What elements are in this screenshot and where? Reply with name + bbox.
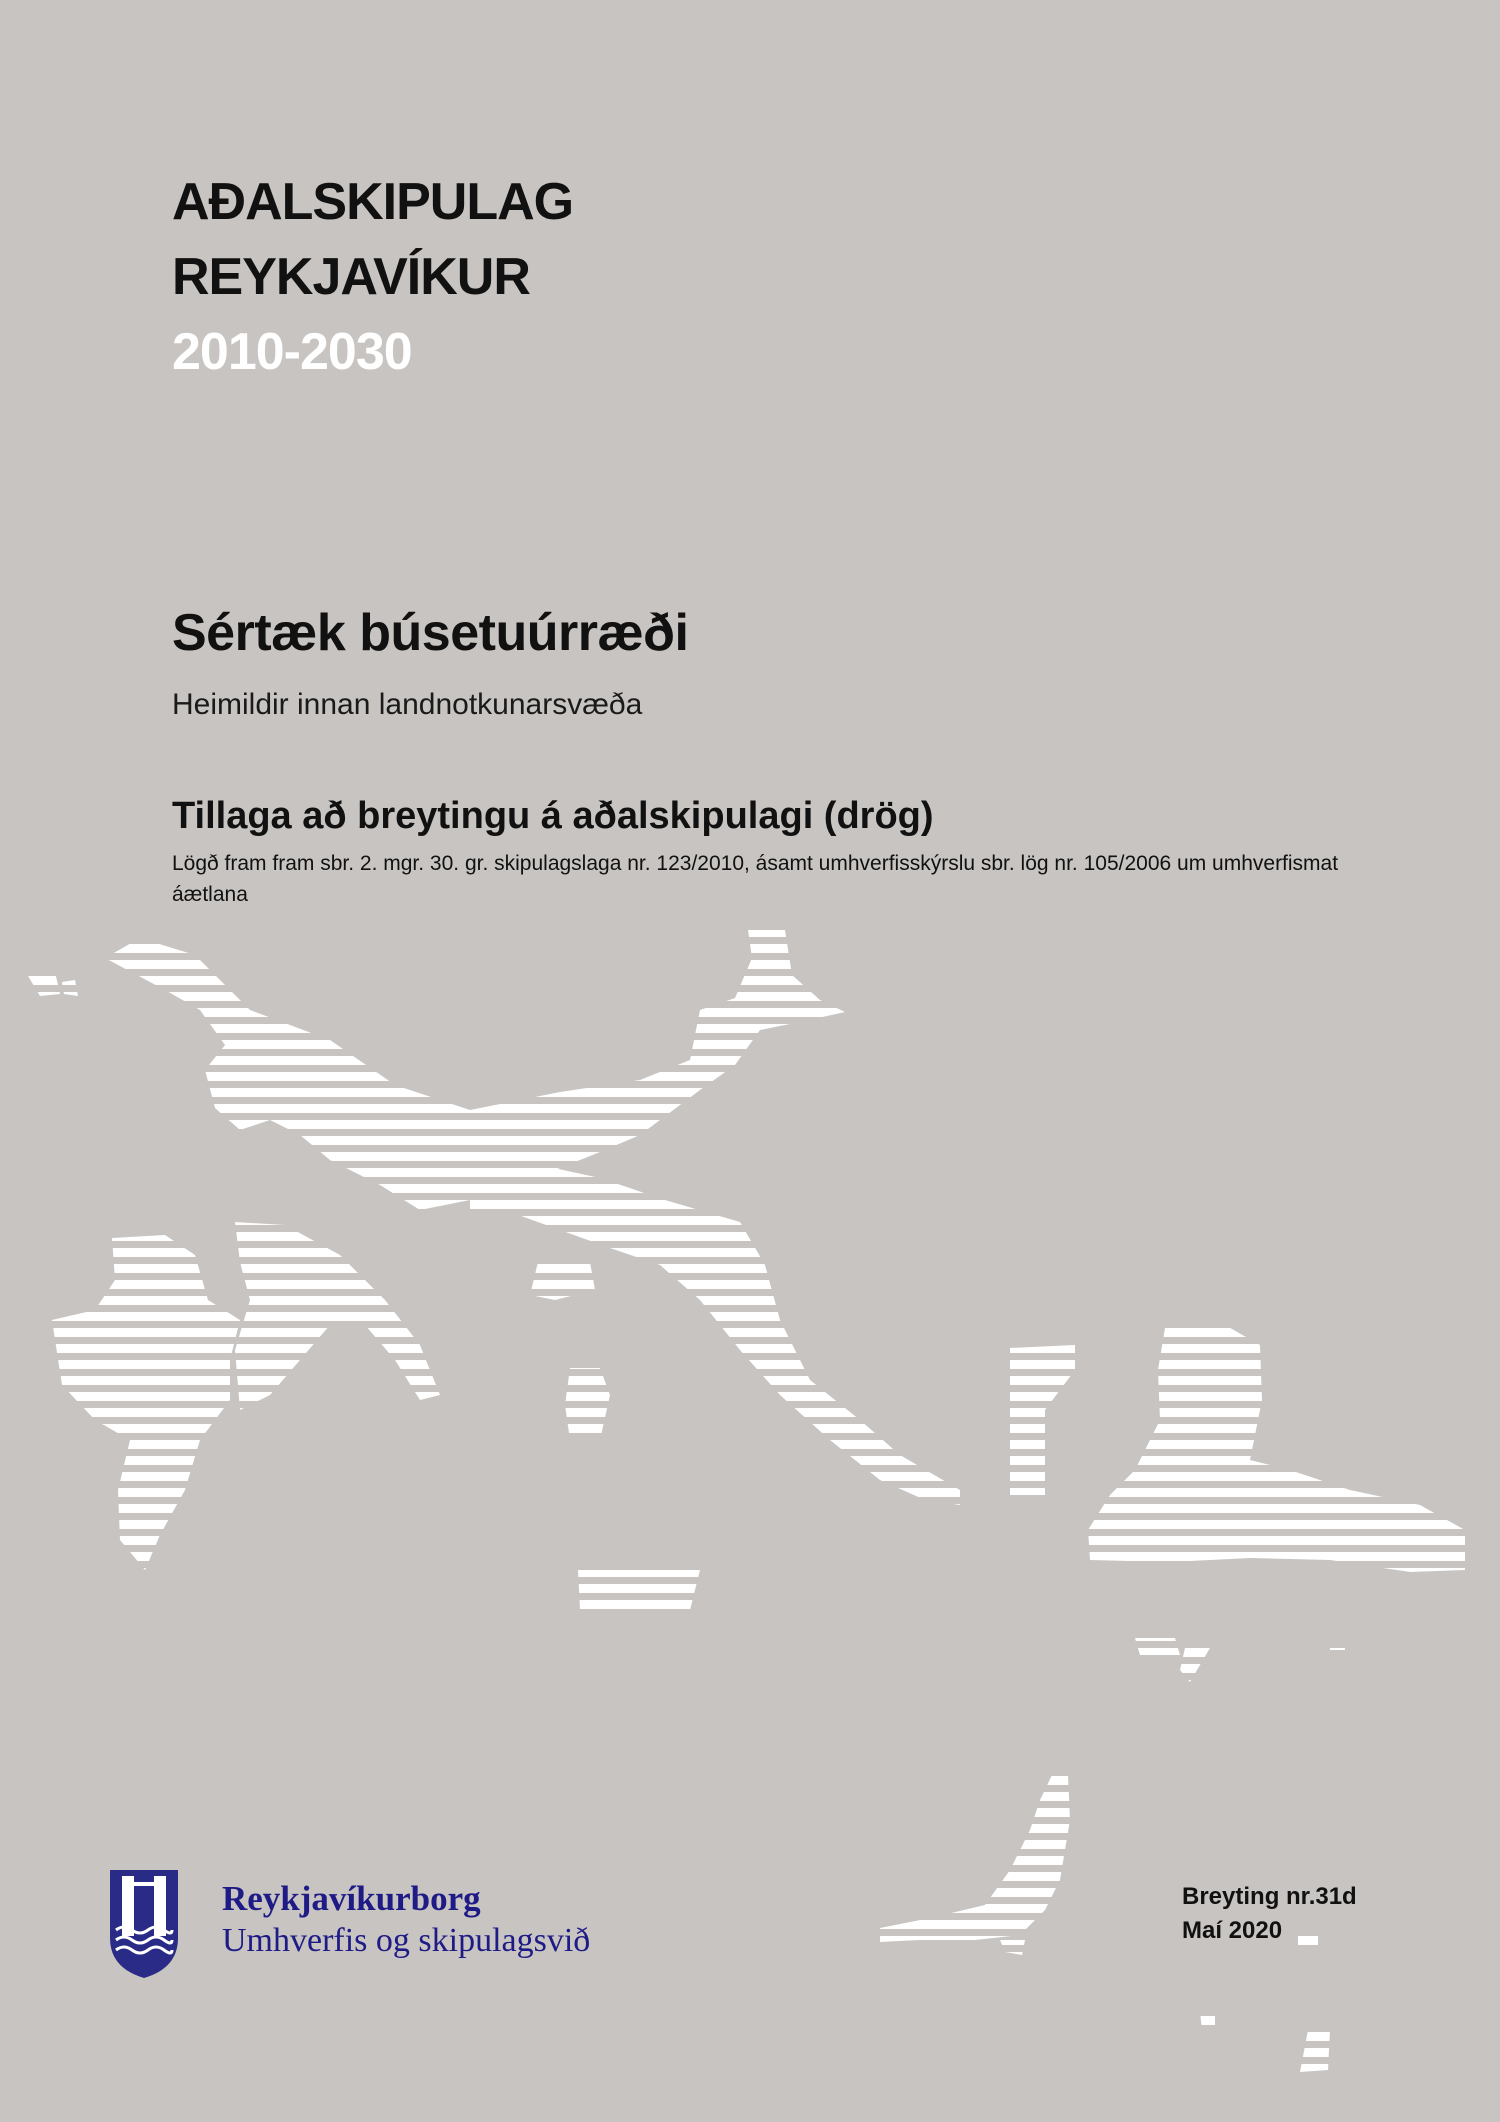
proposal-title: Tillaga að breytingu á aðalskipulagi (drög) xyxy=(172,795,934,837)
title-line-2: REYKJAVÍKUR xyxy=(172,248,530,306)
subject-subheading: Heimildir innan landnotkunarsvæða xyxy=(172,688,643,721)
title-years: 2010-2030 xyxy=(172,323,412,381)
subject-heading: Sértæk búsetuúrræði xyxy=(172,604,689,662)
title-line-1: AÐALSKIPULAG xyxy=(172,173,574,231)
organization xyxy=(222,1878,590,1962)
change-number: Breyting nr.31d xyxy=(1182,1883,1357,1910)
change-date: Maí 2020 xyxy=(1182,1917,1283,1944)
plan-title xyxy=(172,165,573,390)
organization-department: Umhverfis og skipulagsvið xyxy=(222,1922,591,1959)
organization-name: Reykjavíkurborg xyxy=(222,1879,481,1918)
proposal-description: Lögð fram fram sbr. 2. mgr. 30. gr. skipulagslaga nr. 123/2010, ásamt umhverfisskýrslu sbr. lög nr. 105/2006 um umhverfismat áætlana xyxy=(172,852,1339,906)
reykjavik-coat-of-arms-icon xyxy=(108,1868,180,1980)
change-info xyxy=(1182,1880,1357,1948)
